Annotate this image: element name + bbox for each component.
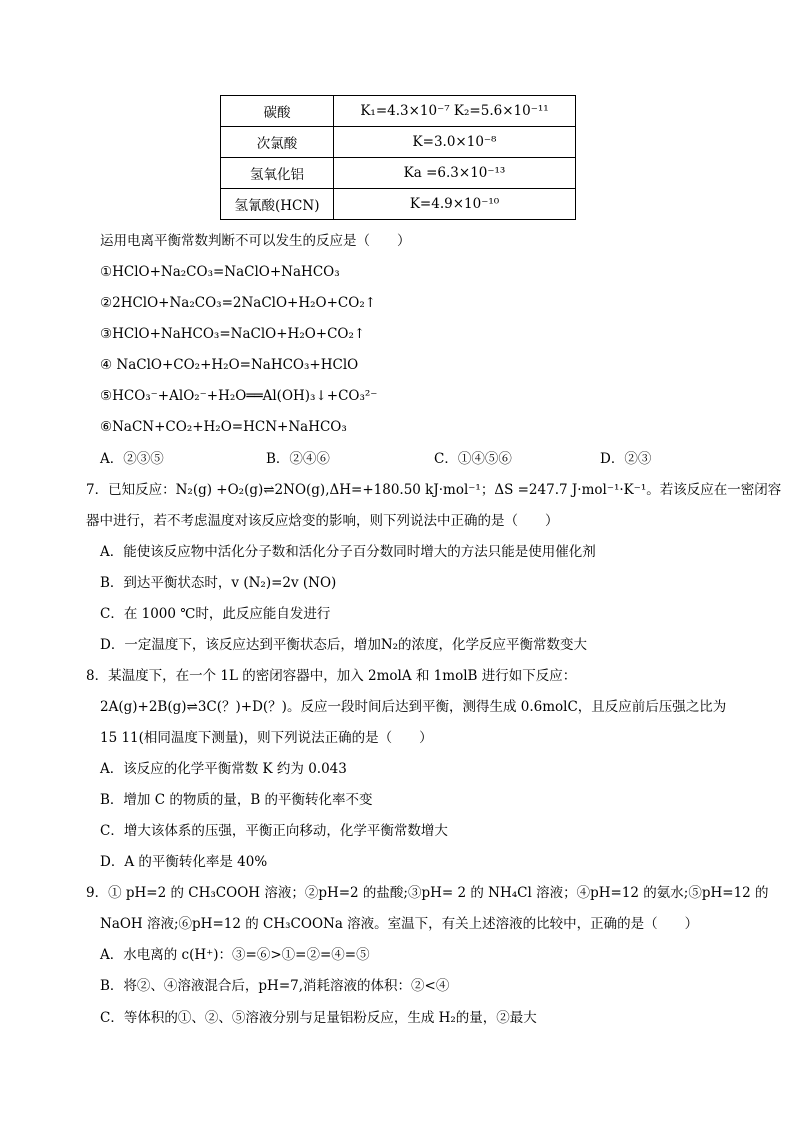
q6-reaction-4: ④ NaClO+CO₂+H₂O=NaHCO₃+HClO xyxy=(100,357,359,373)
table-cell-value: Ka =6.3×10⁻¹³ xyxy=(334,158,576,189)
q8-option-a: A．该反应的化学平衡常数 K 约为 0.043 xyxy=(100,761,347,777)
table-row xyxy=(221,127,576,158)
q8-option-d: D．A 的平衡转化率是 40% xyxy=(100,854,268,870)
table-cell-name: 氢氰酸(HCN) xyxy=(221,189,334,220)
q7-option-a: A．能使该反应物中活化分子数和活化分子百分数同时增大的方法只能是使用催化剂 xyxy=(100,544,596,560)
table-cell-name: 次氯酸 xyxy=(221,127,334,158)
q9-stem-line2: NaOH 溶液;⑥pH=12 的 CH₃COONa 溶液。室温下，有关上述溶液的比较中，正确的是（ ） xyxy=(100,916,699,932)
q6-option-d: D．②③ xyxy=(600,451,652,467)
table-cell-value: K=3.0×10⁻⁸ xyxy=(334,127,576,158)
q8-option-b: B．增加 C 的物质的量，B 的平衡转化率不变 xyxy=(100,792,373,808)
table-row xyxy=(221,158,576,189)
q6-reaction-3: ③HClO+NaHCO₃=NaClO+H₂O+CO₂↑ xyxy=(100,326,366,342)
q6-stem: 运用电离平衡常数判断不可以发生的反应是（ ） xyxy=(100,233,411,249)
q7-option-b: B．到达平衡状态时，v (N₂)=2v (NO) xyxy=(100,575,337,591)
table-row xyxy=(221,189,576,220)
q7-stem-line1: 7．已知反应：N₂(g) +O₂(g)⇌2NO(g),ΔH=+180.50 kJ·mol⁻¹；ΔS =247.7 J·mol⁻¹·K⁻¹。若该反应在一密闭容 xyxy=(86,482,782,498)
q6-option-a: A．②③⑤ xyxy=(100,451,164,467)
table-row xyxy=(221,96,576,127)
table-cell-value: K=4.9×10⁻¹⁰ xyxy=(334,189,576,220)
q7-option-d: D．一定温度下，该反应达到平衡状态后，增加N₂的浓度，化学反应平衡常数变大 xyxy=(100,637,588,653)
table-cell-name: 碳酸 xyxy=(221,96,334,127)
q6-reaction-1: ①HClO+Na₂CO₃=NaClO+NaHCO₃ xyxy=(100,264,340,280)
q6-reaction-6: ⑥NaCN+CO₂+H₂O=HCN+NaHCO₃ xyxy=(100,419,347,435)
q6-option-b: B．②④⑥ xyxy=(266,451,330,467)
q7-stem-line2: 器中进行，若不考虑温度对该反应焓变的影响，则下列说法中正确的是（ ） xyxy=(86,513,559,529)
ionization-constant-table xyxy=(220,95,576,220)
q8-stem-line2: 2A(g)+2B(g)⇌3C(？)+D(？)。反应一段时间后达到平衡，测得生成 0.6molC，且反应前后压强之比为 xyxy=(100,699,727,715)
q9-option-a: A．水电离的 c(H⁺)：③=⑥>①=②=④=⑤ xyxy=(100,947,370,963)
q8-stem-line3: 15 11(相同温度下测量)，则下列说法正确的是（ ） xyxy=(100,730,433,746)
q6-option-c: C．①④⑤⑥ xyxy=(434,451,512,467)
table-cell-value: K₁=4.3×10⁻⁷ K₂=5.6×10⁻¹¹ xyxy=(334,96,576,127)
table-cell-name: 氢氧化铝 xyxy=(221,158,334,189)
q7-option-c: C．在 1000 ℃时，此反应能自发进行 xyxy=(100,606,331,622)
q6-reaction-2: ②2HClO+Na₂CO₃=2NaClO+H₂O+CO₂↑ xyxy=(100,295,377,311)
q8-option-c: C．增大该体系的压强，平衡正向移动，化学平衡常数增大 xyxy=(100,823,448,839)
q9-option-b: B．将②、④溶液混合后，pH=7,消耗溶液的体积：②<④ xyxy=(100,978,450,994)
q6-reaction-5: ⑤HCO₃⁻+AlO₂⁻+H₂O══Al(OH)₃↓+CO₃²⁻ xyxy=(100,388,378,404)
q9-stem-line1: 9．① pH=2 的 CH₃COOH 溶液；②pH=2 的盐酸;③pH= 2 的 NH₄Cl 溶液；④pH=12 的氨水;⑤pH=12 的 xyxy=(86,885,769,901)
q8-stem-line1: 8．某温度下，在一个 1L 的密闭容器中，加入 2molA 和 1molB 进行如下反应： xyxy=(86,668,577,684)
q9-option-c: C．等体积的①、②、⑤溶液分别与足量铝粉反应，生成 H₂的量，②最大 xyxy=(100,1010,537,1026)
